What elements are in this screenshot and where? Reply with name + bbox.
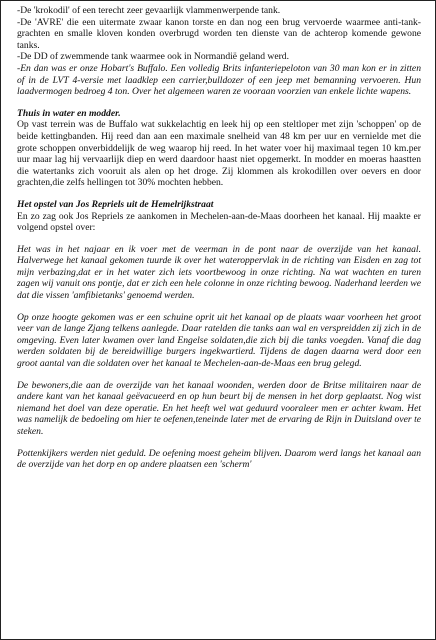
opstel-paragraph-3: De bewoners,die aan de overzijde van het kanaal woonden, werden door de Britse militairen naar de andere kant van het kanaal geëvacueerd en op hun beurt bij de mensen in het dorp geplaatst. Nog wist niemand het doel van deze operatie. En het heeft wel wat geduurd vooraleer men er achter kwam. Het was namelijk de bedoeling om hier te oefenen,teneinde later met de ervaring de Rijn in Duitsland over te steken. [17, 379, 421, 437]
section-body-water-modder: Op vast terrein was de Buffalo wat sukkelachtig en leek hij op een steltloper met zijn 'schoppen' op de beide kettingbanden. Hij reed dan aan een maximale snelheid van 48 km per uur en vernielde met die grote schoppen onverbiddelijk de weg waarop hij reed. In het water voer hij maximaal tegen 10 km.per uur maar lag hij vervaarlijk diep en werd daardoor haast niet opgemerkt. In modder en moeras haastten die watertanks zich vooruit als alen op het droge. Zij klommen als krokodillen over oevers en door grachten,die zelfs hellingen tot 30% mochten hebben. [17, 119, 421, 189]
intro-line-buffalo: -En dan was er onze Hobart's Buffalo. Een volledig Brits infanteriepeloton van 30 man kon er in zitten of in de LVT 4-versie met laadklep een carrier,bulldozer of een jeep met bemanning vervoeren. Hun laadvermogen bedroeg 4 ton. Over het algemeen waren ze vooraan voorzien van enkele lichte wapens. [17, 62, 421, 98]
section-intro-opstel: En zo zag ook Jos Repriels ze aankomen in Mechelen-aan-de-Maas doorheen het kanaal. Hij maakte er volgend opstel over: [17, 210, 421, 234]
intro-line-dd: -De DD of zwemmende tank waarmee ook in Normandië geland werd. [17, 51, 289, 63]
section-heading-opstel: Het opstel van Jos Repriels uit de Hemelrijkstraat [17, 198, 214, 210]
opstel-paragraph-4: Pottenkijkers werden niet geduld. De oefening moest geheim blijven. Daarom werd langs het kanaal aan de overzijde van het dorp en op andere plaatsen een 'scherm' [17, 447, 421, 471]
intro-line-avre: -De 'AVRE' die een uitermate zwaar kanon torste en dan nog een brug vervoerde waarmee anti-tank-grachten en smalle kloven konden overbrugd worden ten dienste van de achterop komende gewone tanks. [17, 16, 421, 51]
section-heading-water-modder: Thuis in water en modder. [17, 107, 121, 119]
document-content [17, 5, 421, 471]
opstel-paragraph-2: Op onze hoogte gekomen was er een schuine oprit uit het kanaal op de plaats waar voorheen het groot veer van de lange Zjang telkens aanlegde. Daar ratelden die tanks aan wal en verspreidden zij zich in de omgeving. Even later kwamen over land Engelse soldaten,die zich bij die tanks voegden. Vanaf die dag werden soldaten bij de bereidwillige burgers ingekwartierd. Tijdens de dagen daarna werd door een groot aantal van die soldaten over het kanaal te Mechelen-aan-de-Maas een brug gelegd. [17, 311, 421, 370]
opstel-paragraph-1: Het was in het najaar en ik voer met de veerman in de pont naar de overzijde van het kanaal. Halverwege het kanaal gekomen tuurde ik over het wateroppervlak in de richting van Eisden en zag tot mijn verbazing,dat er in het water zich iets voortbewoog in onze richting. Na wat wachten en turen zagen wij vanuit ons pontje, dat er zich een hele colonne in onze richting bewoog. Naderhand leerden we dat die vissen 'amfibietanks' genoemd werden. [17, 243, 421, 302]
intro-line-krokodil: -De 'krokodil' of een terecht zeer gevaarlijk vlammenwerpende tank. [17, 5, 281, 16]
